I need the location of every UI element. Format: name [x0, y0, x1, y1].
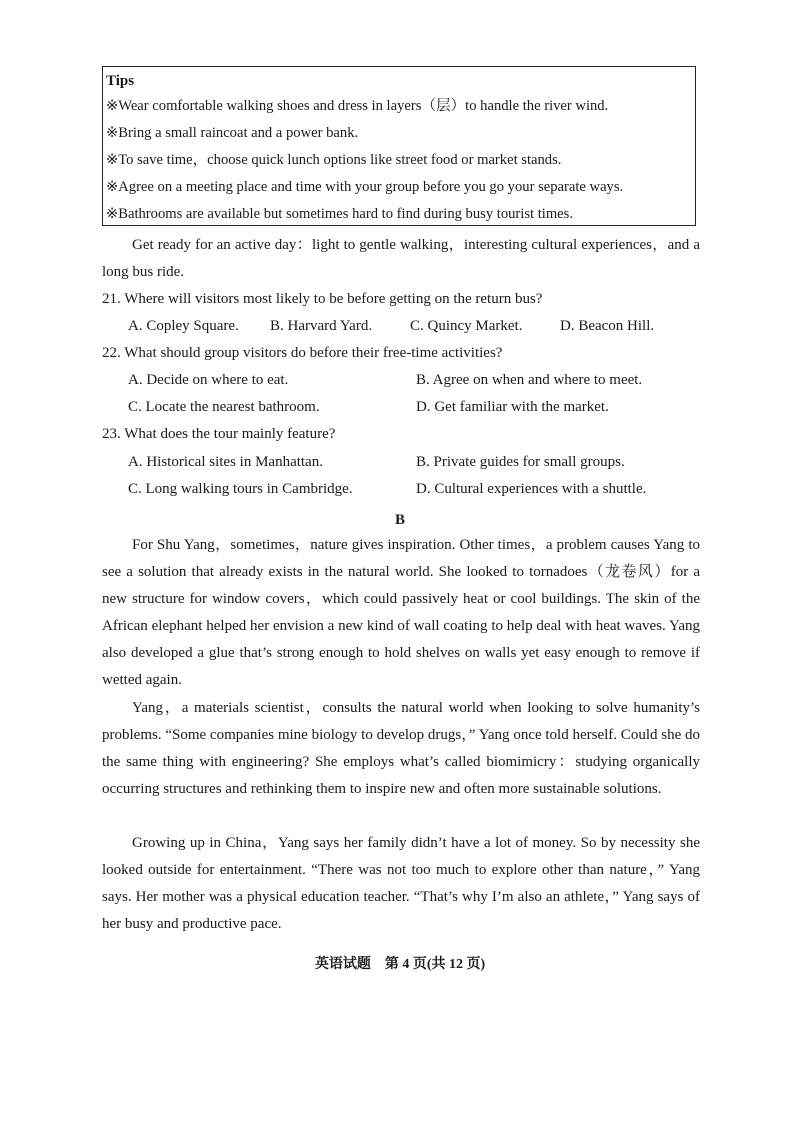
paragraph-text: Yang，a materials scientist，consults the natural world when looking to solve humanity’s problems. “Some companies mine biology to develop drugs，” Yang once told herself. Could she do the same thing with engineering? She employs what’s called biomimicry：studying organically occurring structures and rethinking them to inspire new and often more sustainable solutions.: [102, 700, 700, 797]
option-23-d: D. Cultural experiences with a shuttle.: [416, 481, 647, 497]
summary-paragraph: [102, 232, 700, 286]
tips-title: Tips: [106, 73, 135, 89]
summary-text: Get ready for an active day：light to gentle walking，interesting cultural experiences，and a long bus ride.: [102, 237, 700, 280]
option-23-b: B. Private guides for small groups.: [416, 454, 625, 470]
option-21-c: C. Quincy Market.: [410, 318, 523, 334]
tip-item: ※Agree on a meeting place and time with your group before you go your separate ways.: [106, 179, 624, 195]
option-23-c: C. Long walking tours in Cambridge.: [128, 481, 353, 497]
option-21-b: B. Harvard Yard.: [270, 318, 373, 334]
option-22-c: C. Locate the nearest bathroom.: [128, 399, 320, 415]
tips-box: [102, 66, 696, 226]
page-footer: 英语试题 第 4 页(共 12 页): [314, 957, 486, 972]
tip-item: ※Bring a small raincoat and a power bank.: [106, 125, 359, 141]
option-21-d: D. Beacon Hill.: [560, 318, 655, 334]
question-23: 23. What does the tour mainly feature?: [102, 426, 336, 442]
option-22-d: D. Get familiar with the market.: [416, 399, 609, 415]
paragraph-text: For Shu Yang，sometimes，nature gives inspiration. Other times，a problem causes Yang to see a solution that already exists in the natural world. She looked to tornadoes（龙卷风）for a new structure for window covers，which could passively heat or cool buildings. The skin of the African elephant helped her envision a new kind of wall coating to help deal with heat waves. Yang also developed a glue that’s strong enough to hold shelves on walls yet easy enough to remove if wetted again.: [102, 537, 700, 688]
section-b-paragraph-1: [102, 532, 700, 694]
option-22-b: B. Agree on when and where to meet.: [416, 372, 643, 388]
question-21: 21. Where will visitors most likely to be before getting on the return bus?: [102, 291, 543, 307]
tip-item: ※Bathrooms are available but sometimes hard to find during busy tourist times.: [106, 206, 573, 222]
section-b-paragraph-3: [102, 830, 700, 938]
option-23-a: A. Historical sites in Manhattan.: [128, 454, 323, 470]
tip-item: ※Wear comfortable walking shoes and dress in layers（层）to handle the river wind.: [106, 98, 609, 114]
paragraph-text: Growing up in China，Yang says her family didn’t have a lot of money. So by necessity she looked outside for entertainment. “There was not too much to explore other than nature，” Yang says. Her mother was a physical education teacher. “That’s why I’m also an athlete，” Yang says of her busy and productive pace.: [102, 835, 700, 932]
option-22-a: A. Decide on where to eat.: [128, 372, 289, 388]
section-b-label: B: [395, 512, 406, 528]
tip-item: ※To save time，choose quick lunch options like street food or market stands.: [106, 152, 562, 168]
question-22: 22. What should group visitors do before their free-time activities?: [102, 345, 503, 361]
option-21-a: A. Copley Square.: [128, 318, 239, 334]
section-b-paragraph-2: [102, 695, 700, 803]
